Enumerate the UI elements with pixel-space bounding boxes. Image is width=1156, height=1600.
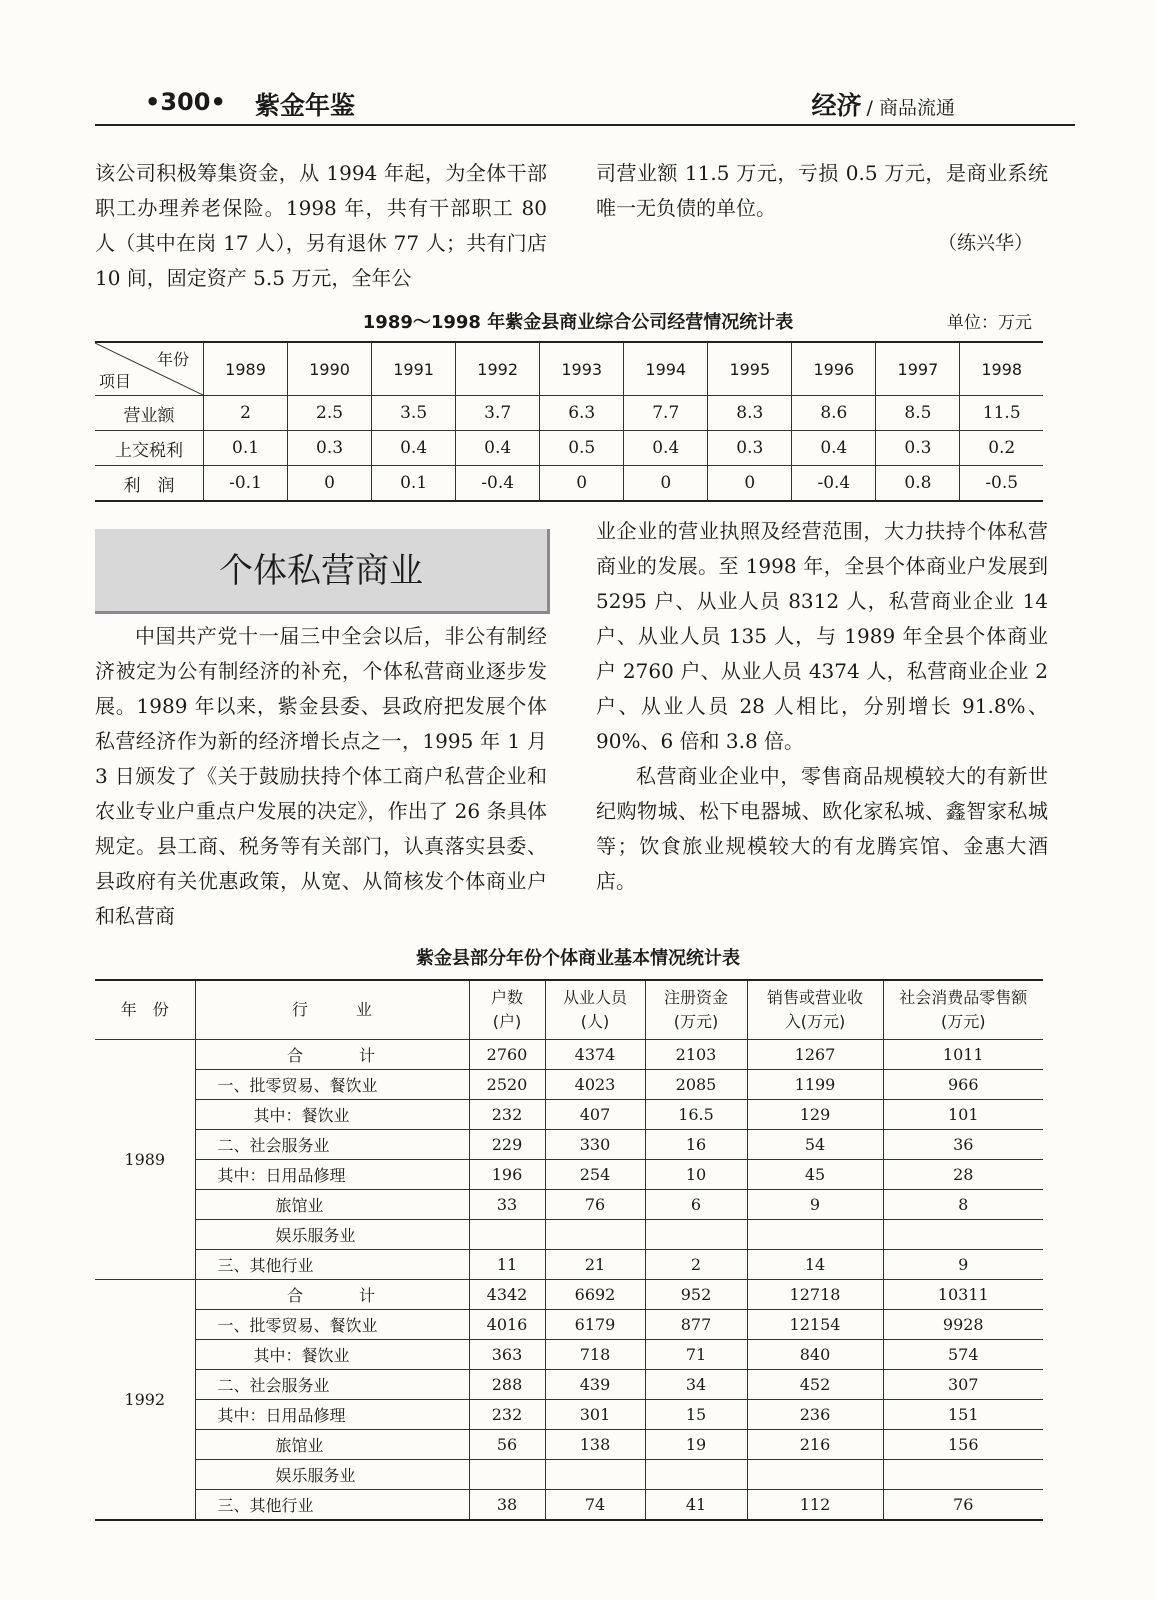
table-cell: 16 <box>645 1130 747 1160</box>
table-cell: 439 <box>545 1370 645 1400</box>
table-cell: 3.5 <box>372 396 456 431</box>
table-cell <box>545 1460 645 1490</box>
table-cell: 16.5 <box>645 1100 747 1130</box>
capital-label: 注册资金 <box>663 988 728 1007</box>
table-cell: 6.3 <box>540 396 624 431</box>
body-left-paragraph: 中国共产党十一届三中全会以后，非公有制经济被定为公有制经济的补充，个体私营商业逐步发展。1989 年以来，紫金县委、县政府把发展个体私营经济作为新的经济增长点之一，1995 年 1 月 3 日颁发了《关于鼓励扶持个体工商户私营企业和农业专业户重点户发展的决定》，作出了 26 条具体规定。县工商、税务等有关部门，认真落实县委、县政府有关优惠政策，从宽、从简核发个体商业户和私营商 <box>95 624 547 928</box>
table-cell: 1267 <box>747 1040 883 1070</box>
table-cell: 0.3 <box>708 431 792 466</box>
table-row <box>95 466 1043 502</box>
year-header: 1995 <box>708 342 792 396</box>
employees-column-header <box>545 980 645 1040</box>
table-cell: 6692 <box>545 1280 645 1310</box>
table-cell <box>469 1460 545 1490</box>
table-cell: 1199 <box>747 1070 883 1100</box>
table-cell: -0.5 <box>960 466 1043 502</box>
table-cell: 0.4 <box>792 431 876 466</box>
table-cell: 7.7 <box>624 396 708 431</box>
table-cell <box>883 1460 1043 1490</box>
company-operations-table <box>95 341 1043 502</box>
industry-cell: 其中：日用品修理 <box>195 1400 469 1430</box>
table-cell: 8.5 <box>876 396 960 431</box>
table1-corner-cell <box>95 342 204 396</box>
table-cell: 232 <box>469 1400 545 1430</box>
section-name: 经济 <box>811 91 862 120</box>
table-cell: 2103 <box>645 1040 747 1070</box>
section-title: 个体私营商业 <box>219 551 423 591</box>
table-cell: 156 <box>883 1430 1043 1460</box>
table-cell: 0.1 <box>204 431 288 466</box>
table-cell: 2.5 <box>288 396 372 431</box>
industry-cell: 其中：日用品修理 <box>195 1160 469 1190</box>
book-title: 紫金年鉴 <box>255 91 356 120</box>
table-cell: 10 <box>645 1160 747 1190</box>
industry-cell: 娱乐服务业 <box>195 1460 469 1490</box>
year-header: 1992 <box>456 342 540 396</box>
table-row <box>95 1280 1043 1310</box>
table-cell: 718 <box>545 1340 645 1370</box>
year-header: 1996 <box>792 342 876 396</box>
table-cell: -0.4 <box>792 466 876 502</box>
year-header: 1991 <box>372 342 456 396</box>
table-cell: 9 <box>883 1250 1043 1280</box>
table-cell: 41 <box>645 1490 747 1521</box>
table-row <box>95 1490 1043 1521</box>
table-cell: 6179 <box>545 1310 645 1340</box>
employees-unit: (人) <box>580 1012 610 1031</box>
table-row <box>95 1250 1043 1280</box>
capital-unit: (万元) <box>673 1012 719 1031</box>
table-row <box>95 1220 1043 1250</box>
table-cell: 2 <box>645 1250 747 1280</box>
section-heading <box>811 86 955 122</box>
table-cell: 0.1 <box>372 466 456 502</box>
table-cell: 36 <box>883 1130 1043 1160</box>
intro-left-paragraph: 该公司积极筹集资金，从 1994 年起，为全体干部职工办理养老保险。1998 年，共有干部职工 80 人（其中在岗 17 人），另有退休 77 人；共有门店 10 间，固定资产 5.5 万元，全年公 <box>95 161 547 290</box>
year-header: 1993 <box>540 342 624 396</box>
body-right-paragraph-2: 私营商业企业中，零售商品规模较大的有新世纪购物城、松下电器城、欧化家私城、鑫智家私城等；饮食旅业规模较大的有龙腾宾馆、金惠大酒店。 <box>596 764 1048 893</box>
table-cell: 54 <box>747 1130 883 1160</box>
table-cell: -0.1 <box>204 466 288 502</box>
table-cell: 0.4 <box>456 431 540 466</box>
table-row <box>95 1040 1043 1070</box>
table2-body <box>95 1040 1043 1521</box>
industry-cell: 其中：餐饮业 <box>195 1100 469 1130</box>
table-cell: 11.5 <box>960 396 1043 431</box>
industry-cell: 一、批零贸易、餐饮业 <box>195 1310 469 1340</box>
table-cell: 4023 <box>545 1070 645 1100</box>
table-cell: 229 <box>469 1130 545 1160</box>
year-header: 1994 <box>624 342 708 396</box>
table-cell: 74 <box>545 1490 645 1521</box>
table-row <box>95 1160 1043 1190</box>
table-cell: 138 <box>545 1430 645 1460</box>
table-cell: 2 <box>204 396 288 431</box>
year-column-header: 年 份 <box>95 980 195 1040</box>
table-row <box>95 1130 1043 1160</box>
table-row <box>95 1430 1043 1460</box>
table-cell: 0 <box>288 466 372 502</box>
header-rule <box>95 124 1075 126</box>
table-cell: 10311 <box>883 1280 1043 1310</box>
table-cell: 76 <box>545 1190 645 1220</box>
corner-item-label: 项目 <box>99 372 132 391</box>
table-cell: 33 <box>469 1190 545 1220</box>
table-cell: 840 <box>747 1340 883 1370</box>
row-label: 上交税利 <box>95 431 204 466</box>
households-column-header <box>469 980 545 1040</box>
table-cell: 0.3 <box>876 431 960 466</box>
table-cell: 45 <box>747 1160 883 1190</box>
table-cell: 966 <box>883 1070 1043 1100</box>
table-cell: 9928 <box>883 1310 1043 1340</box>
table-cell: 196 <box>469 1160 545 1190</box>
table-cell: 952 <box>645 1280 747 1310</box>
table-cell: 0.8 <box>876 466 960 502</box>
table-cell: 330 <box>545 1130 645 1160</box>
body-right-paragraph-1: 业企业的营业执照及经营范围，大力扶持个体私营商业的发展。至 1998 年，全县个体商业户发展到 5295 户、从业人员 8312 人，私营商业企业 14 户、从业人员 135 人，与 1989 年全县个体商业户 2760 户、从业人员 4374 人，私营商业企业 2 户、从业人员 28 人相比，分别增长 91.8%、90%、6 倍和 3.8 倍。 <box>596 519 1048 753</box>
table-cell <box>747 1220 883 1250</box>
table-cell: 38 <box>469 1490 545 1521</box>
table-cell: 877 <box>645 1310 747 1340</box>
individual-commerce-table <box>95 979 1043 1521</box>
table-cell: 2520 <box>469 1070 545 1100</box>
table-cell: 6 <box>645 1190 747 1220</box>
corner-year-label: 年份 <box>156 350 189 369</box>
subsection-name: / 商品流通 <box>866 97 955 119</box>
industry-cell: 三、其他行业 <box>195 1490 469 1521</box>
retail-unit: (万元) <box>941 1012 986 1031</box>
industry-cell: 其中：餐饮业 <box>195 1340 469 1370</box>
row-label: 营业额 <box>95 396 204 431</box>
industry-cell: 旅馆业 <box>195 1190 469 1220</box>
capital-column-header <box>645 980 747 1040</box>
table-cell: 8 <box>883 1190 1043 1220</box>
industry-cell: 旅馆业 <box>195 1430 469 1460</box>
table-cell: 0.5 <box>540 431 624 466</box>
table-cell: 2760 <box>469 1040 545 1070</box>
row-label: 利 润 <box>95 466 204 502</box>
table-cell: 12718 <box>747 1280 883 1310</box>
table-cell: 0.3 <box>288 431 372 466</box>
industry-cell: 合 计 <box>195 1280 469 1310</box>
table-cell: 232 <box>469 1100 545 1130</box>
year-header: 1997 <box>876 342 960 396</box>
table-cell: 216 <box>747 1430 883 1460</box>
table-cell: 0.2 <box>960 431 1043 466</box>
table-cell: 12154 <box>747 1310 883 1340</box>
table-cell: 4374 <box>545 1040 645 1070</box>
year-header: 1990 <box>288 342 372 396</box>
table-cell: 28 <box>883 1160 1043 1190</box>
retail-label: 社会消费品零售额 <box>899 988 1028 1007</box>
table2-caption: 紫金县部分年份个体商业基本情况统计表 <box>416 948 740 969</box>
revenue-unit: 入(万元) <box>784 1012 846 1031</box>
table-cell: 574 <box>883 1340 1043 1370</box>
year-header: 1998 <box>960 342 1043 396</box>
table-cell: -0.4 <box>456 466 540 502</box>
table-cell: 301 <box>545 1400 645 1430</box>
table-row <box>95 1370 1043 1400</box>
table-row <box>95 1460 1043 1490</box>
table-cell: 307 <box>883 1370 1043 1400</box>
households-unit: (户) <box>492 1012 522 1031</box>
table-cell <box>645 1460 747 1490</box>
table1-caption: 1989～1998 年紫金县商业综合公司经营情况统计表 <box>362 312 794 333</box>
year-group-cell: 1989 <box>95 1040 195 1280</box>
table-cell: 8.3 <box>708 396 792 431</box>
table-cell <box>545 1220 645 1250</box>
year-group-cell: 1992 <box>95 1280 195 1521</box>
section-title-box <box>95 529 550 614</box>
table-cell: 8.6 <box>792 396 876 431</box>
table-cell: 0 <box>708 466 792 502</box>
table-cell: 9 <box>747 1190 883 1220</box>
table-cell: 15 <box>645 1400 747 1430</box>
table-cell: 11 <box>469 1250 545 1280</box>
industry-cell: 合 计 <box>195 1040 469 1070</box>
table-cell: 21 <box>545 1250 645 1280</box>
table-cell: 3.7 <box>456 396 540 431</box>
table-cell: 0.4 <box>624 431 708 466</box>
table-cell: 76 <box>883 1490 1043 1521</box>
year-header: 1989 <box>204 342 288 396</box>
table1-unit: 单位：万元 <box>947 313 1032 333</box>
table-cell: 34 <box>645 1370 747 1400</box>
table-cell: 288 <box>469 1370 545 1400</box>
table-cell: 19 <box>645 1430 747 1460</box>
table-cell: 112 <box>747 1490 883 1521</box>
table-cell: 129 <box>747 1100 883 1130</box>
table-cell <box>469 1220 545 1250</box>
revenue-column-header <box>747 980 883 1040</box>
table-cell: 71 <box>645 1340 747 1370</box>
industry-cell: 三、其他行业 <box>195 1250 469 1280</box>
industry-cell: 二、社会服务业 <box>195 1370 469 1400</box>
table-cell: 363 <box>469 1340 545 1370</box>
page-number: •300• <box>145 88 226 116</box>
author-credit: （练兴华） <box>938 232 1034 254</box>
table-cell: 4342 <box>469 1280 545 1310</box>
table-row <box>95 1400 1043 1430</box>
table-cell: 101 <box>883 1100 1043 1130</box>
industry-cell: 二、社会服务业 <box>195 1130 469 1160</box>
table-row <box>95 431 1043 466</box>
table-cell: 2085 <box>645 1070 747 1100</box>
industry-column-header: 行 业 <box>195 980 469 1040</box>
industry-cell: 娱乐服务业 <box>195 1220 469 1250</box>
revenue-label: 销售或营业收 <box>766 988 863 1007</box>
table-cell: 0 <box>540 466 624 502</box>
table-cell: 56 <box>469 1430 545 1460</box>
households-label: 户数 <box>490 988 523 1007</box>
employees-label: 从业人员 <box>562 988 627 1007</box>
table-cell: 1011 <box>883 1040 1043 1070</box>
table-cell <box>883 1220 1043 1250</box>
table-cell: 254 <box>545 1160 645 1190</box>
table-cell: 0 <box>624 466 708 502</box>
intro-right-paragraph: 司营业额 11.5 万元，亏损 0.5 万元，是商业系统唯一无负债的单位。 <box>596 161 1048 220</box>
table-row <box>95 1100 1043 1130</box>
table-row <box>95 396 1043 431</box>
table-cell: 452 <box>747 1370 883 1400</box>
table-row <box>95 1310 1043 1340</box>
table-row <box>95 1190 1043 1220</box>
table-cell: 407 <box>545 1100 645 1130</box>
running-header <box>95 82 1055 122</box>
table-cell <box>747 1460 883 1490</box>
industry-cell: 一、批零贸易、餐饮业 <box>195 1070 469 1100</box>
table-cell: 236 <box>747 1400 883 1430</box>
table-cell: 151 <box>883 1400 1043 1430</box>
table-cell: 14 <box>747 1250 883 1280</box>
table-cell <box>645 1220 747 1250</box>
retail-column-header <box>883 980 1043 1040</box>
table-cell: 0.4 <box>372 431 456 466</box>
table-row <box>95 1070 1043 1100</box>
table-row <box>95 1340 1043 1370</box>
table-cell: 4016 <box>469 1310 545 1340</box>
